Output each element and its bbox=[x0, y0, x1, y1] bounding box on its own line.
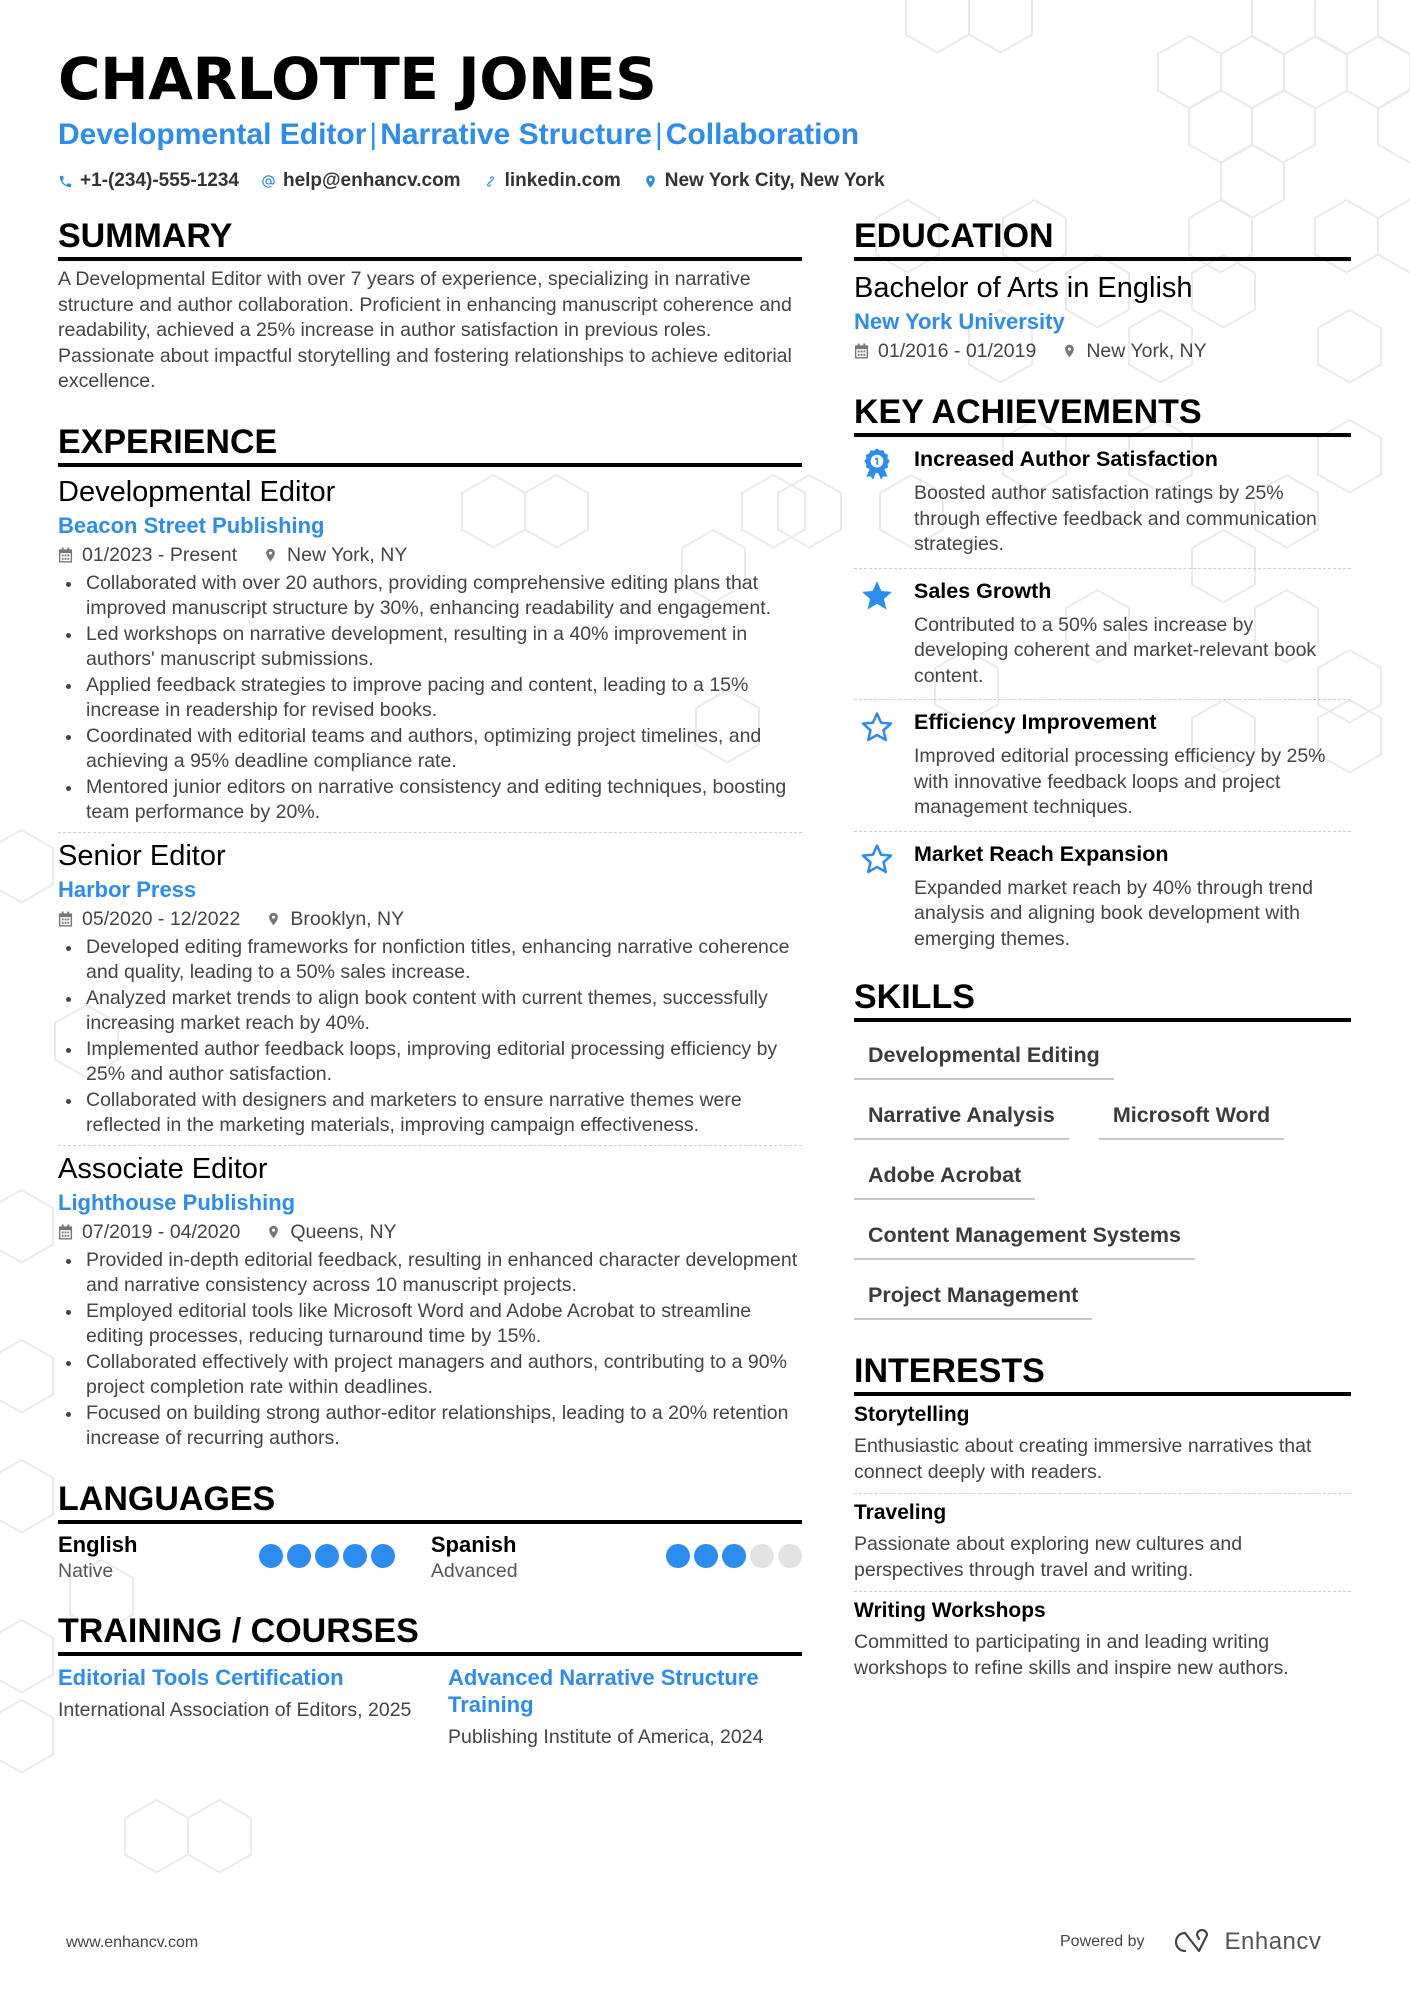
right-column bbox=[854, 215, 1351, 1689]
language-list bbox=[58, 1532, 802, 1584]
job-location: New York, NY bbox=[287, 543, 408, 566]
summary-text: A Developmental Editor with over 7 years of experience, specializing in narrative structure and author collaboration. Proficient in enhancing manuscript coherence and readability, achieved a 25% increase in author satisfaction in previous roles. Passionate about impactful storytelling and fostering relationships to achieve editorial excellence. bbox=[58, 268, 792, 392]
email-address: help@enhancv.com bbox=[282, 170, 461, 191]
proficiency-dots bbox=[259, 1544, 395, 1568]
language-level: Advanced bbox=[430, 1559, 518, 1582]
dot-filled bbox=[666, 1544, 690, 1568]
contact-row bbox=[58, 169, 885, 193]
location-pin-icon bbox=[1062, 343, 1077, 359]
headline-part: Developmental Editor bbox=[58, 118, 367, 151]
job-title: Developmental Editor bbox=[58, 475, 336, 508]
experience-entry bbox=[58, 832, 802, 1145]
job-meta bbox=[58, 905, 802, 933]
bullet-item: Employed editorial tools like Microsoft Word and Adobe Acrobat to streamline editing processes, reducing turnaround time by 15%. bbox=[86, 1299, 802, 1350]
achievement-title: Market Reach Expansion bbox=[914, 841, 1169, 866]
enhancv-brand-logo[interactable] bbox=[1169, 1928, 1322, 1956]
achievement-description: Improved editorial processing efficiency by 25% with innovative feedback loops and project management techniques. bbox=[914, 745, 1326, 818]
dot-filled bbox=[343, 1544, 367, 1568]
skill-tag: Content Management Systems bbox=[854, 1208, 1195, 1260]
bullet-item: Applied feedback strategies to improve pacing and content, leading to a 15% increase in readership for revised books. bbox=[86, 673, 802, 724]
job-dates: 01/2023 - Present bbox=[82, 543, 238, 566]
achievements-section bbox=[854, 391, 1351, 962]
powered-by-label: Powered by bbox=[1060, 1933, 1145, 1950]
language-name: Spanish bbox=[430, 1531, 517, 1557]
dot-filled bbox=[259, 1544, 283, 1568]
phone-icon bbox=[58, 174, 73, 189]
brand-name: Enhancv bbox=[1224, 1928, 1322, 1955]
achievement-title: Efficiency Improvement bbox=[914, 710, 1157, 734]
proficiency-dots bbox=[666, 1544, 802, 1568]
language-name: English bbox=[58, 1531, 138, 1557]
achievement-item bbox=[854, 699, 1351, 831]
course-item bbox=[448, 1664, 802, 1750]
left-column bbox=[58, 215, 802, 1750]
section-title-education: EDUCATION bbox=[854, 215, 1351, 261]
section-title-interests: INTERESTS bbox=[854, 1350, 1351, 1396]
experience-entry bbox=[58, 473, 802, 832]
job-bullets bbox=[58, 571, 802, 826]
skill-tag: Adobe Acrobat bbox=[854, 1148, 1035, 1200]
bullet-item: Focused on building strong author-editor relationships, leading to a 20% retention increase of recurring authors. bbox=[86, 1401, 802, 1452]
achievement-title: Increased Author Satisfaction bbox=[914, 447, 1218, 471]
skills-section bbox=[854, 976, 1351, 1328]
contact-email[interactable] bbox=[261, 169, 461, 193]
linkedin-link: linkedin.com bbox=[504, 170, 621, 191]
course-provider: Publishing Institute of America, 2024 bbox=[448, 1725, 764, 1748]
location-pin-icon bbox=[643, 174, 658, 189]
bullet-item: Collaborated with designers and marketers to ensure narrative themes were reflected in the marketing materials, improving campaign effectiveness. bbox=[86, 1088, 802, 1139]
calendar-icon bbox=[58, 547, 73, 563]
education-location: New York, NY bbox=[1086, 340, 1207, 362]
job-dates: 07/2019 - 04/2020 bbox=[82, 1220, 241, 1243]
headline-separator: | bbox=[369, 118, 378, 151]
achievement-description: Expanded market reach by 40% through trend analysis and aligning book development with emerging themes. bbox=[914, 876, 1313, 950]
location-text: New York City, New York bbox=[664, 170, 885, 191]
achievement-item bbox=[854, 568, 1351, 700]
school-name: New York University bbox=[854, 309, 1065, 334]
dot-filled bbox=[287, 1544, 311, 1568]
interest-description: Passionate about exploring new cultures and perspectives through travel and writing. bbox=[854, 1533, 1243, 1581]
achievement-description: Contributed to a 50% sales increase by developing coherent and market-relevant book content. bbox=[914, 613, 1317, 687]
language-level: Native bbox=[58, 1559, 114, 1582]
skill-tag: Narrative Analysis bbox=[854, 1088, 1069, 1140]
footer-powered-by bbox=[1060, 1928, 1321, 1956]
education-dates: 01/2016 - 01/2019 bbox=[878, 340, 1037, 362]
enhancv-logo-icon bbox=[1169, 1929, 1215, 1955]
experience-section bbox=[58, 421, 802, 1458]
phone-number: +1-(234)-555-1234 bbox=[80, 170, 239, 191]
bullet-item: Collaborated effectively with project managers and authors, contributing to a 90% project completion rate within deadlines. bbox=[86, 1350, 802, 1401]
interest-item bbox=[854, 1591, 1351, 1689]
candidate-name: CHARLOTTE JONES bbox=[58, 45, 657, 113]
headline-separator: | bbox=[654, 118, 663, 151]
headline-part: Collaboration bbox=[665, 118, 860, 151]
bullet-item: Developed editing frameworks for nonfiction titles, enhancing narrative coherence and quality, leading to a 50% sales increase. bbox=[86, 935, 802, 986]
training-section bbox=[58, 1610, 802, 1750]
dot-empty bbox=[778, 1544, 802, 1568]
job-bullets bbox=[58, 1248, 802, 1452]
interest-title: Storytelling bbox=[854, 1403, 970, 1426]
education-meta bbox=[854, 337, 1351, 365]
achievement-description: Boosted author satisfaction ratings by 25% through effective feedback and communication strategies. bbox=[914, 482, 1317, 555]
dot-empty bbox=[750, 1544, 774, 1568]
bullet-item: Coordinated with editorial teams and authors, optimizing project timelines, and achieving a 95% deadline compliance rate. bbox=[86, 724, 802, 775]
section-title-skills: SKILLS bbox=[854, 976, 1351, 1022]
interest-description: Enthusiastic about creating immersive narratives that connect deeply with readers. bbox=[854, 1435, 1312, 1483]
interest-title: Writing Workshops bbox=[854, 1599, 1046, 1622]
headline bbox=[58, 117, 859, 153]
language-item bbox=[431, 1532, 802, 1584]
interest-title: Traveling bbox=[854, 1501, 947, 1524]
course-item bbox=[58, 1664, 412, 1750]
dot-filled bbox=[315, 1544, 339, 1568]
bullet-item: Provided in-depth editorial feedback, resulting in enhanced character development and narrative consistency across 10 manuscript projects. bbox=[86, 1248, 802, 1299]
summary-section bbox=[58, 215, 802, 395]
interest-item bbox=[854, 1493, 1351, 1591]
bullet-item: Collaborated with over 20 authors, providing comprehensive editing plans that improved manuscript structure by 30%, enhancing readability and engagement. bbox=[86, 571, 802, 622]
headline-part: Narrative Structure bbox=[380, 118, 652, 151]
interest-description: Committed to participating in and leading writing workshops to refine skills and inspire new authors. bbox=[854, 1631, 1289, 1679]
course-title: Advanced Narrative Structure Training bbox=[448, 1664, 759, 1717]
contact-location bbox=[643, 169, 885, 193]
section-title-languages: LANGUAGES bbox=[58, 1478, 802, 1524]
dot-filled bbox=[694, 1544, 718, 1568]
skill-tag: Microsoft Word bbox=[1099, 1088, 1284, 1140]
section-title-summary: SUMMARY bbox=[58, 215, 802, 261]
skill-list bbox=[854, 1028, 1351, 1328]
dot-filled bbox=[371, 1544, 395, 1568]
award-ribbon-icon bbox=[860, 447, 894, 481]
calendar-icon bbox=[58, 911, 73, 927]
star-filled-icon bbox=[860, 579, 894, 613]
bullet-item: Analyzed market trends to align book content with current themes, successfully increasing market reach by 40%. bbox=[86, 986, 802, 1037]
job-location: Queens, NY bbox=[290, 1220, 397, 1243]
job-meta bbox=[58, 541, 802, 569]
achievement-title: Sales Growth bbox=[914, 578, 1052, 603]
job-bullets bbox=[58, 935, 802, 1139]
job-title: Associate Editor bbox=[58, 1152, 268, 1185]
course-list bbox=[58, 1664, 802, 1750]
job-meta bbox=[58, 1218, 802, 1246]
job-dates: 05/2020 - 12/2022 bbox=[82, 907, 241, 930]
star-outline-icon bbox=[860, 710, 894, 744]
degree: Bachelor of Arts in English bbox=[854, 272, 1193, 304]
experience-entry bbox=[58, 1145, 802, 1458]
section-title-achievements: KEY ACHIEVEMENTS bbox=[854, 391, 1351, 437]
interest-item bbox=[854, 1396, 1351, 1493]
bullet-item: Implemented author feedback loops, improving editorial processing efficiency by 25% and author satisfaction. bbox=[86, 1037, 802, 1088]
location-pin-icon bbox=[266, 911, 281, 927]
location-pin-icon bbox=[263, 547, 278, 563]
company-name: Lighthouse Publishing bbox=[58, 1189, 296, 1215]
company-name: Harbor Press bbox=[58, 876, 197, 902]
job-location: Brooklyn, NY bbox=[290, 907, 405, 930]
location-pin-icon bbox=[266, 1224, 281, 1240]
star-outline-icon bbox=[860, 842, 894, 876]
job-title: Senior Editor bbox=[58, 839, 226, 872]
company-name: Beacon Street Publishing bbox=[58, 512, 325, 538]
at-icon bbox=[261, 174, 276, 189]
skill-tag: Developmental Editing bbox=[854, 1028, 1114, 1080]
education-section bbox=[854, 215, 1351, 365]
languages-section bbox=[58, 1478, 802, 1584]
bullet-item: Mentored junior editors on narrative consistency and editing techniques, boosting team performance by 20%. bbox=[86, 775, 802, 826]
interests-section bbox=[854, 1350, 1351, 1689]
dot-filled bbox=[722, 1544, 746, 1568]
section-title-training: TRAINING / COURSES bbox=[58, 1610, 802, 1656]
link-icon bbox=[483, 174, 498, 189]
footer-website-link[interactable]: www.enhancv.com bbox=[66, 1934, 199, 1951]
skill-tag: Project Management bbox=[854, 1268, 1092, 1320]
achievement-item bbox=[854, 831, 1351, 963]
language-item bbox=[58, 1532, 395, 1584]
contact-phone[interactable] bbox=[58, 169, 239, 193]
contact-linkedin[interactable] bbox=[483, 169, 621, 193]
section-title-experience: EXPERIENCE bbox=[58, 421, 802, 467]
course-provider: International Association of Editors, 2025 bbox=[58, 1698, 412, 1721]
course-title: Editorial Tools Certification bbox=[58, 1664, 344, 1690]
calendar-icon bbox=[58, 1224, 73, 1240]
achievement-item bbox=[854, 437, 1351, 568]
bullet-item: Led workshops on narrative development, resulting in a 40% improvement in authors' manuscript submissions. bbox=[86, 622, 802, 673]
calendar-icon bbox=[854, 343, 869, 359]
